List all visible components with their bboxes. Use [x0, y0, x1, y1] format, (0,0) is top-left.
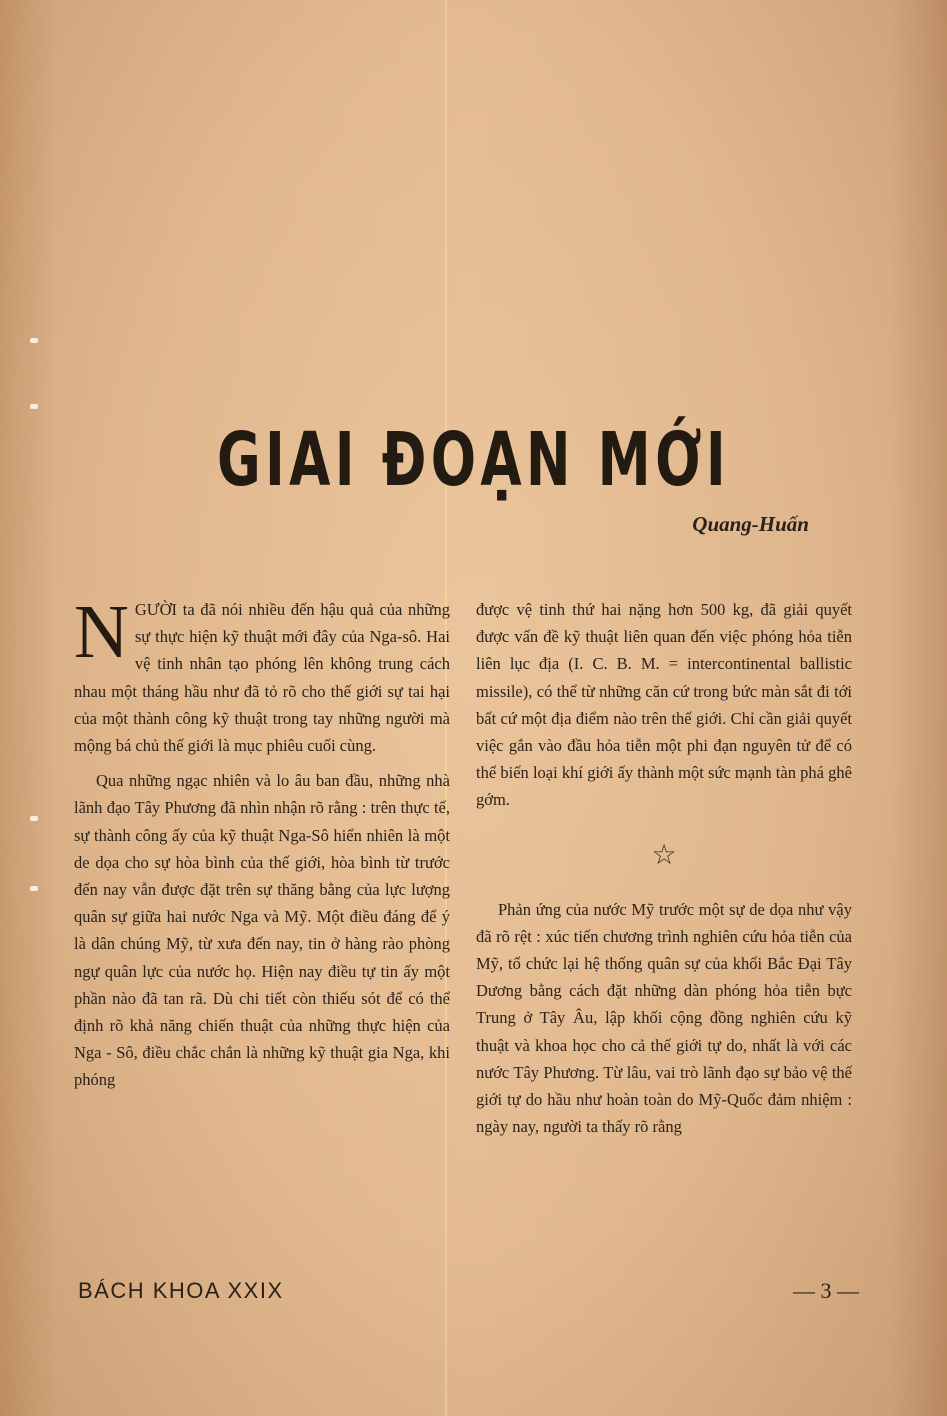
right-column: [476, 596, 852, 1140]
binding-hole: [30, 816, 38, 821]
article-title: GIAI ĐOẠN MỚI: [216, 417, 731, 503]
star-separator-icon: ☆: [651, 839, 677, 871]
left-column: [74, 590, 450, 1094]
binding-hole: [30, 404, 38, 409]
paragraph-continued: được vệ tinh thứ hai nặng hơn 500 kg, đã giải quyết được vấn đề kỹ thuật liên quan đến việc phóng hỏa tiễn liên lục địa (I. C. B. M. = intercontinental ballistic missile), có thể từ những căn cứ trong bức màn sắt đi tới bất cứ một địa điểm nào trên thế giới. Chỉ cần giải quyết việc gắn vào đầu hỏa tiễn một phi đạn nguyên tử để có thể biến loại khí giới ấy thành một sức mạnh tàn phá ghê gớm.: [476, 600, 852, 810]
article-author: Quang-Huấn: [692, 512, 809, 536]
publication-name: BÁCH KHOA XXIX: [78, 1278, 284, 1303]
paragraph-intro: [74, 590, 450, 759]
binding-hole: [30, 338, 38, 343]
binding-hole: [30, 886, 38, 891]
drop-cap: N: [74, 590, 129, 674]
paragraph-intro-text: GƯỜI ta đã nói nhiều đến hậu quả của những sự thực hiện kỹ thuật mới đây của Nga-sô. Hai vệ tinh nhân tạo phóng lên không trung cách nhau một tháng hầu như đã tỏ rõ cho thế giới sự tai hại của một thành công kỹ thuật trong tay những người mà mộng bá chủ thế giới là mục phiêu cuối cùng.: [74, 600, 450, 756]
paragraph-body: Qua những ngạc nhiên và lo âu ban đầu, những nhà lãnh đạo Tây Phương đã nhìn nhận rõ rằng : trên thực tế, sự thành công ấy của kỹ thuật Nga-Sô hiển nhiên là một de dọa cho sự hòa bình của thế giới, hòa bình từ trước đến nay vẫn được đặt trên sự thăng bằng của lực lượng quân sự giữa hai nước Nga và Mỹ. Một điều đáng để ý là dân chúng Mỹ, từ xưa đến nay, tin ở hàng rào phòng ngự quân lực của nước họ. Hiện nay điều tự tin ấy một phần nào đã tan rã. Dù chi tiết còn thiếu sót để có thể định rõ khả năng chiến thuật của những thực hiện của Nga - Sô, điều chắc chắn là những kỹ thuật gia Nga, khi phóng: [74, 771, 450, 1090]
page-number: — 3 —: [793, 1278, 859, 1303]
paragraph-body: Phản ứng của nước Mỹ trước một sự de dọa như vậy đã rõ rệt : xúc tiến chương trình nghiên cứu hỏa tiễn của Mỹ, tổ chức lại hệ thống quân sự của khối Bắc Đại Tây Dương bằng cách đặt những dàn phóng hỏa tiễn bực Trung ở Tây Âu, lập khối cộng đồng nghiên cứu kỹ thuật và khoa học cho cả thế giới tự do, nhất là với các nước Tây Phương. Từ lâu, vai trò lãnh đạo sự bảo vệ thế giới tự do hầu như hoàn toàn do Mỹ-Quốc đảm nhiệm : ngày nay, người ta thấy rõ rằng: [476, 899, 852, 1137]
